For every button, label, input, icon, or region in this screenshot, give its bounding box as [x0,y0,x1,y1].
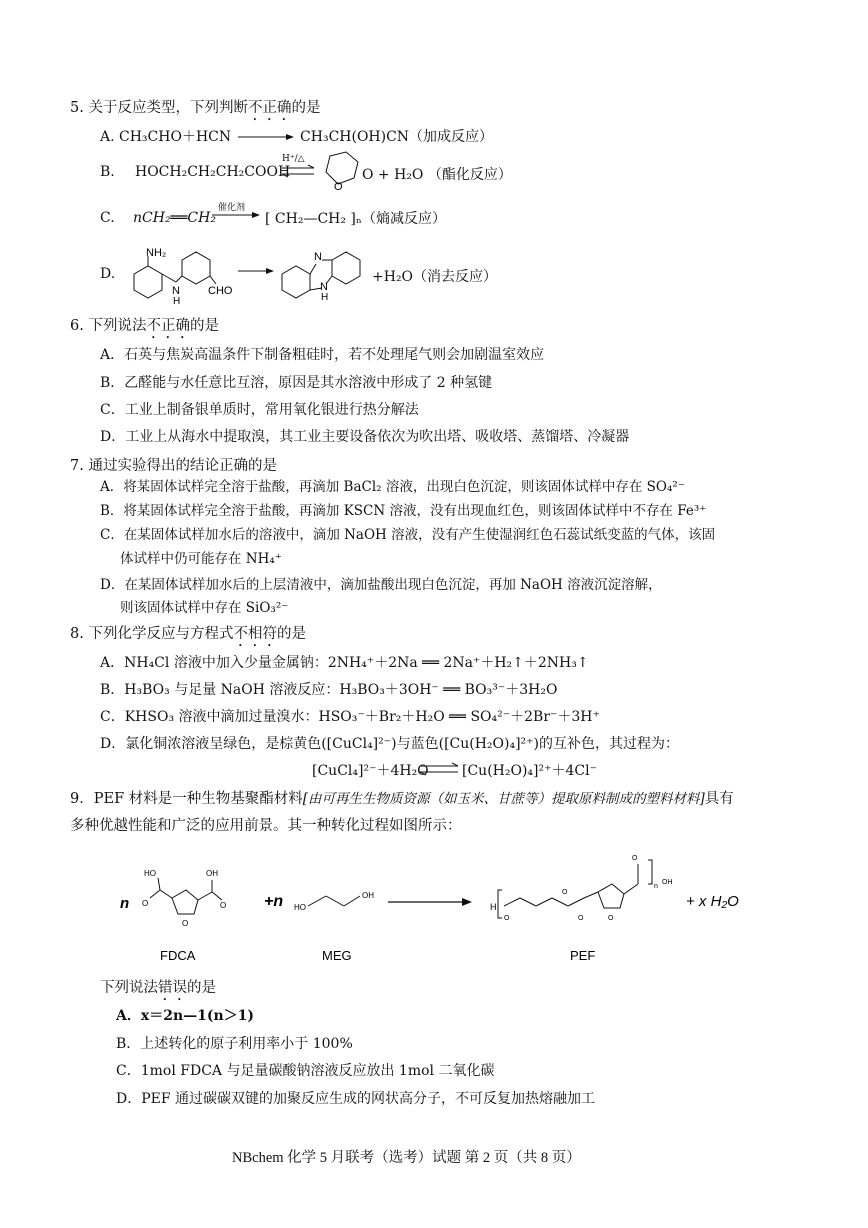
q5-option-c-reactant: nCH₂══CH₂ [133,210,216,226]
svg-text:O: O [182,919,189,928]
q9-option-b: B．上述转化的原子利用率小于 100% [116,1036,353,1052]
equilibrium-arrow-d [418,762,460,776]
svg-text:O: O [562,889,568,896]
svg-text:O: O [608,915,614,922]
svg-text:HO: HO [294,903,306,912]
svg-text:n: n [654,883,658,890]
q8-option-c: C．KHSO₃ 溶液中滴加过量溴水：HSO₃⁻＋Br₂＋H₂O ══ SO₄²⁻＋2Br⁻＋3H⁺ [100,709,600,725]
q7-option-c-line2: 体试样中仍可能存在 NH₄⁺ [120,551,282,567]
q9-substem: 下列说法错误的是 [100,980,216,996]
svg-text:N: N [172,285,180,297]
q5-option-d-label: D. [100,266,116,282]
amino-aldehyde-structure [120,244,240,306]
svg-text:NH₂: NH₂ [146,247,167,259]
svg-text:OH: OH [362,891,374,900]
svg-text:H: H [173,296,181,306]
dibenzodiazepine-structure [276,244,376,306]
svg-text:N: N [320,281,328,293]
svg-text:FDCA: FDCA [160,948,196,963]
q9-option-c: C．1mol FDCA 与足量碳酸钠溶液反应放出 1mol 二氧化碳 [116,1063,495,1079]
svg-text:CHO: CHO [208,285,233,297]
equilibrium-arrow [280,164,316,178]
q7-stem: 7. 通过实验得出的结论正确的是 [70,458,277,474]
q5-option-c-product: [ CH₂—CH₂ ]ₙ（熵减反应） [265,211,446,227]
q9-option-d: D．PEF 通过碳碳双键的加聚反应生成的网状高分子，不可反复加热熔融加工 [116,1091,596,1107]
q5-c-catalyst: 催化剂 [218,203,246,213]
svg-text:+n: +n [264,893,284,910]
svg-text:N: N [314,251,322,263]
lactone-ring-structure [318,148,368,192]
q7-option-c-line1: C．在某固体试样加水后的溶液中，滴加 NaOH 溶液，没有产生使湿润红色石蕊试纸变蓝的气体，该固 [100,527,716,543]
svg-text:H: H [490,902,497,912]
reaction-arrow-d [236,266,276,276]
q7-option-d-line1: D．在某固体试样加水后的上层清液中，滴加盐酸出现白色沉淀，再加 NaOH 溶液沉淀溶解， [100,577,662,593]
q7-option-b: B．将某固体试样完全溶于盐酸，再滴加 KSCN 溶液，没有出现血红色，则该固体试样中不存在 Fe³⁺ [100,503,707,519]
svg-text:PEF: PEF [570,948,596,963]
svg-text:OH: OH [206,869,218,878]
q7-option-d-line2: 则该固体试样中存在 SiO₃²⁻ [120,600,289,616]
q8-option-d-right: [Cu(H₂O)₄]²⁺＋4Cl⁻ [462,763,597,779]
q8-option-d-left: [CuCl₄]²⁻＋4H₂O [312,763,429,779]
q9-stem-line2: 多种优越性能和广泛的应用前景。其一种转化过程如图所示： [70,818,462,834]
q5-option-c-label: C. [100,210,115,226]
q6-option-a: A．石英与焦炭高温条件下制备粗硅时，若不处理尾气则会加剧温室效应 [100,347,545,363]
q5-option-b-label: B. [100,164,115,180]
q8-option-b: B．H₃BO₃ 与足量 NaOH 溶液反应：H₃BO₃＋3OH⁻ ══ BO₃³⁻＋3H₂O [100,682,558,698]
q5-option-b-product: O + H₂O （酯化反应） [362,167,512,183]
svg-text:O: O [504,915,510,922]
svg-text:O: O [578,915,584,922]
q8-option-a: A．NH₄Cl 溶液中加入少量金属钠：2NH₄⁺＋2Na ══ 2Na⁺＋H₂↑＋2NH₃↑ [100,655,589,671]
svg-text:O: O [220,901,227,910]
q9-stem-line1: 9．PEF 材料是一种生物基聚酯材料[由可再生生物质资源（如玉米、甘蔗等）提取原料制成的塑料材料]具有 [70,791,734,807]
svg-text:HO: HO [144,869,156,878]
svg-text:O: O [142,899,149,908]
svg-text:+ x H₂O: + x H₂O [686,893,739,910]
page-footer: NBchem 化学 5 月联考（选考）试题 第 2 页（共 8 页） [232,1150,581,1166]
q6-option-d: D．工业上从海水中提取溴，其工业主要设备依次为吹出塔、吸收塔、蒸馏塔、冷凝器 [100,429,630,445]
q8-option-d-line1: D．氯化铜浓溶液呈绿色，是棕黄色([CuCl₄]²⁻)与蓝色([Cu(H₂O)₄]²⁺)的互补色，其过程为： [100,736,680,752]
q6-option-b: B．乙醛能与水任意比互溶，原因是其水溶液中形成了 2 种氢键 [100,375,493,391]
q7-option-a: A．将某固体试样完全溶于盐酸，再滴加 BaCl₂ 溶液，出现白色沉淀，则该固体试样中存在 SO₄²⁻ [100,479,685,495]
svg-text:O: O [632,855,638,862]
reaction-arrow-c [210,210,262,220]
svg-text:n: n [120,895,130,912]
q6-stem: 6. 下列说法不正确的是 [70,318,219,334]
svg-text:OH: OH [662,879,673,886]
q5-stem: 5. 关于反应类型，下列判断不正确的是 [70,100,321,116]
q6-option-c: C．工业上制备银单质时，常用氧化银进行热分解法 [100,402,419,418]
q8-stem: 8. 下列化学反应与方程式不相符的是 [70,626,306,642]
q9-option-a: A．x＝2n—1(n＞1) [116,1008,255,1024]
q5-b-condition: H⁺/△ [282,154,305,164]
pef-reaction-scheme [100,836,780,966]
svg-text:O: O [334,181,343,192]
svg-text:MEG: MEG [322,948,352,963]
reaction-arrow [236,132,296,142]
q5-option-d-tail: +H₂O（消去反应） [372,269,498,285]
q5-option-a: A. CH₃CHO＋HCN CH₃CH(OH)CN（加成反应） [100,129,494,145]
q5-option-b-reactant: HOCH₂CH₂CH₂COOH [135,164,291,180]
svg-text:H: H [321,292,329,303]
